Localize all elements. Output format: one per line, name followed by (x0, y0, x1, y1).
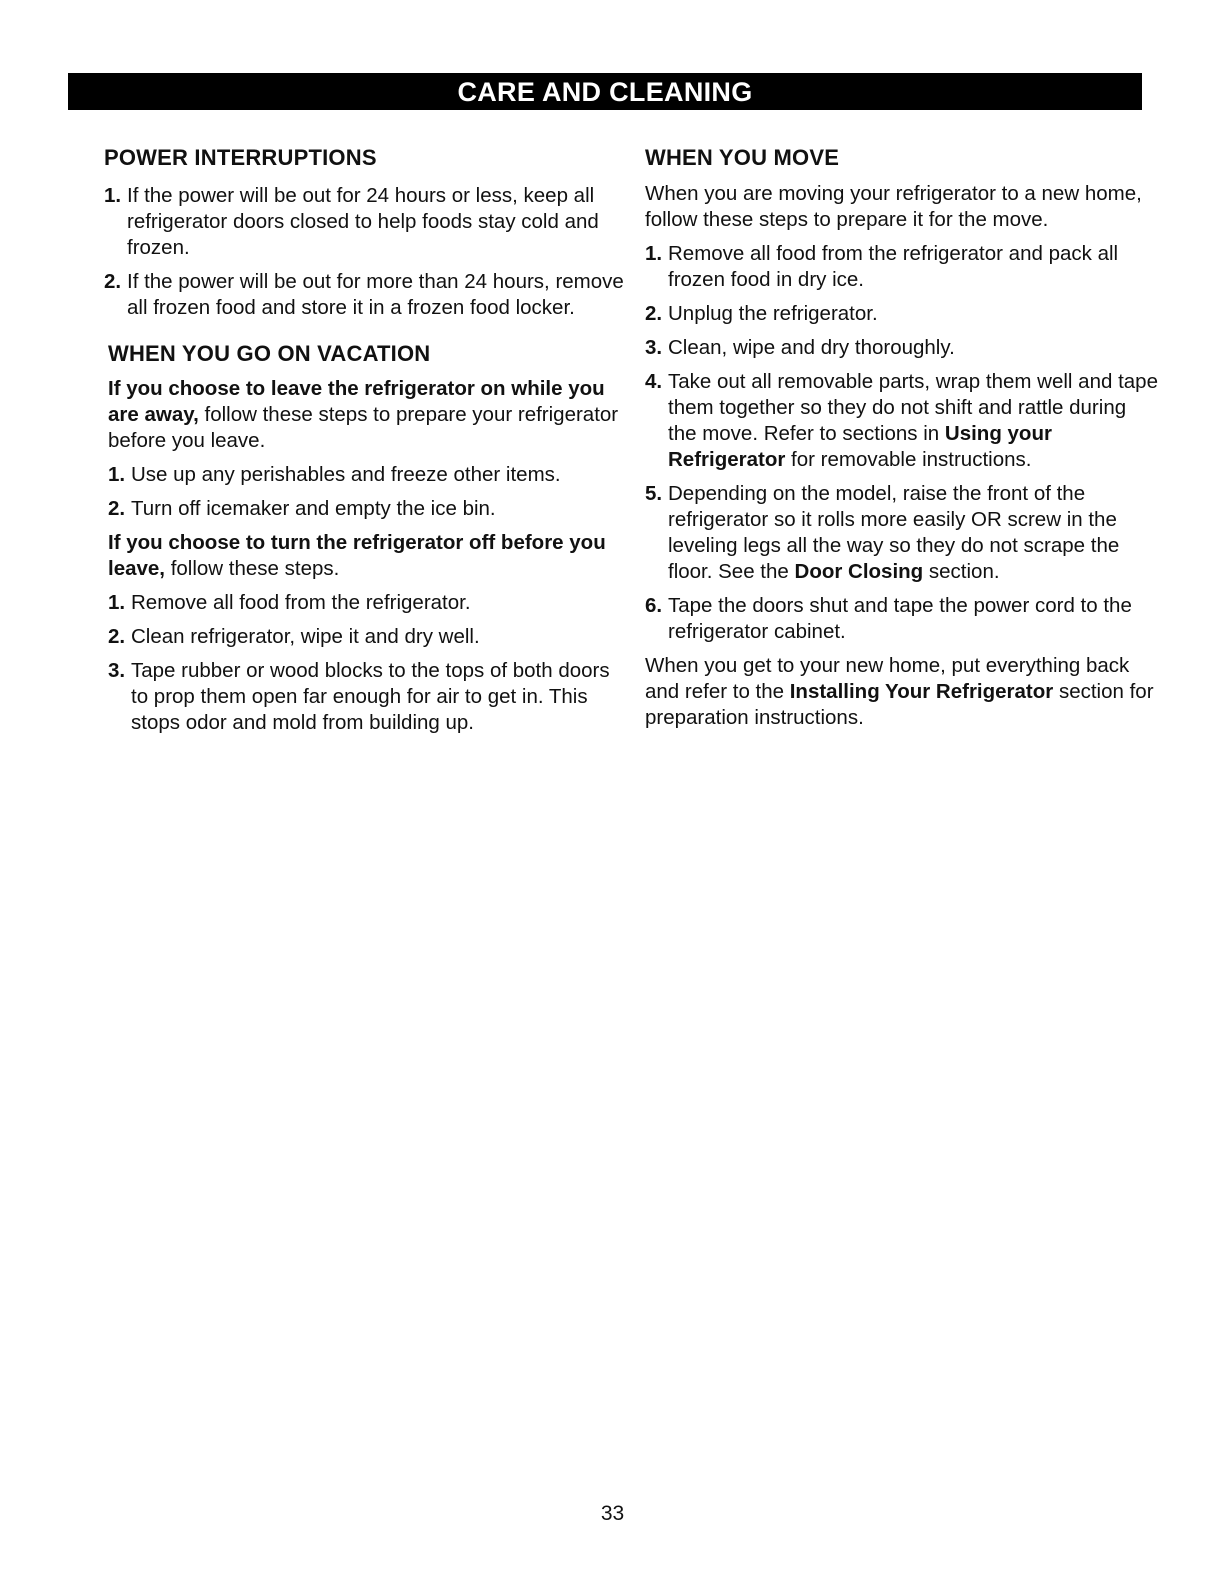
item-number: 2. (104, 270, 122, 293)
list-item (645, 335, 1160, 361)
item-number: 4. (645, 370, 663, 393)
item-text: Unplug the refrigerator. (668, 302, 878, 325)
list-item (645, 301, 1160, 327)
item-text: Use up any perishables and freeze other items. (131, 463, 561, 486)
move-list (645, 241, 1160, 645)
power-interruptions-list (104, 183, 624, 321)
vacation-off-list (108, 590, 624, 736)
section-reference-using-your-refrigerator: Using your Refrigerator (668, 422, 1052, 471)
item-number: 1. (108, 591, 126, 614)
item-number: 6. (645, 594, 663, 617)
list-item (108, 462, 624, 488)
item-number: 2. (108, 497, 126, 520)
item-number: 5. (645, 482, 663, 505)
move-heading: WHEN YOU MOVE (645, 145, 840, 170)
move-outro-text: section for preparation instructions. (645, 680, 1154, 729)
vacation-heading: WHEN YOU GO ON VACATION (108, 341, 431, 366)
item-text: Remove all food from the refrigerator and pack all frozen food in dry ice. (668, 242, 1119, 291)
item-number: 2. (108, 625, 126, 648)
move-outro (645, 653, 1160, 731)
list-item (645, 593, 1160, 645)
right-column (645, 144, 1160, 731)
list-item (108, 496, 624, 522)
item-text: Clean, wipe and dry thoroughly. (668, 336, 955, 359)
list-item (108, 658, 624, 736)
item-text: Tape rubber or wood blocks to the tops of both doors to prop them open far enough for air to get in. This stops odor and mold from building up. (131, 659, 610, 734)
item-number: 2. (645, 302, 663, 325)
item-text: Tape the doors shut and tape the power cord to the refrigerator cabinet. (668, 594, 1132, 643)
move-intro: When you are moving your refrigerator to a new home, follow these steps to prepare it for the move. (645, 182, 1142, 231)
section-banner: CARE AND CLEANING (68, 73, 1142, 110)
item-text: If the power will be out for more than 24 hours, remove all frozen food and store it in a frozen food locker. (127, 270, 624, 319)
page-number: 33 (600, 1502, 625, 1525)
list-item (108, 624, 624, 650)
vacation-on-list (108, 462, 624, 522)
list-item (645, 369, 1160, 473)
vacation-on-intro-rest: follow these steps to prepare your refrigerator before you leave. (108, 403, 619, 452)
move-outro-text: When you get to your new home, put everything back and refer to the (645, 654, 1130, 703)
list-item (104, 269, 624, 321)
item-text (668, 481, 1160, 585)
item-number: 3. (645, 336, 663, 359)
vacation-off-intro (108, 530, 624, 582)
vacation-on-intro (108, 376, 624, 454)
item-number: 1. (108, 463, 126, 486)
item-text: Clean refrigerator, wipe it and dry well. (131, 625, 480, 648)
power-interruptions-heading: POWER INTERRUPTIONS (104, 145, 377, 170)
item-number: 3. (108, 659, 126, 682)
list-item (108, 590, 624, 616)
item-text: If the power will be out for 24 hours or less, keep all refrigerator doors closed to help foods stay cold and frozen. (127, 184, 599, 259)
vacation-on-intro-bold: If you choose to leave the refrigerator on while you are away, (108, 377, 605, 426)
item-number: 1. (104, 184, 122, 207)
list-item (645, 481, 1160, 585)
item-text: Remove all food from the refrigerator. (131, 591, 471, 614)
item-text-part: section. (923, 560, 1000, 583)
vacation-off-intro-rest: follow these steps. (165, 557, 340, 580)
left-column (104, 144, 624, 736)
section-reference-door-closing: Door Closing (794, 560, 924, 583)
vacation-off-intro-bold: If you choose to turn the refrigerator off before you leave, (108, 531, 606, 580)
item-text (668, 369, 1160, 473)
list-item (104, 183, 624, 261)
list-item (645, 241, 1160, 293)
item-text-part: Take out all removable parts, wrap them well and tape them together so they do not shift and rattle during the move. Refer to sections in (668, 370, 1158, 445)
item-number: 1. (645, 242, 663, 265)
item-text: Turn off icemaker and empty the ice bin. (131, 497, 496, 520)
item-text-part: for removable instructions. (785, 448, 1032, 471)
section-reference-installing-your-refrigerator: Installing Your Refrigerator (789, 680, 1054, 703)
item-text-part: Depending on the model, raise the front of the refrigerator so it rolls more easily OR screw in the leveling legs all the way so they do not scrape the floor. See the (668, 482, 1120, 583)
